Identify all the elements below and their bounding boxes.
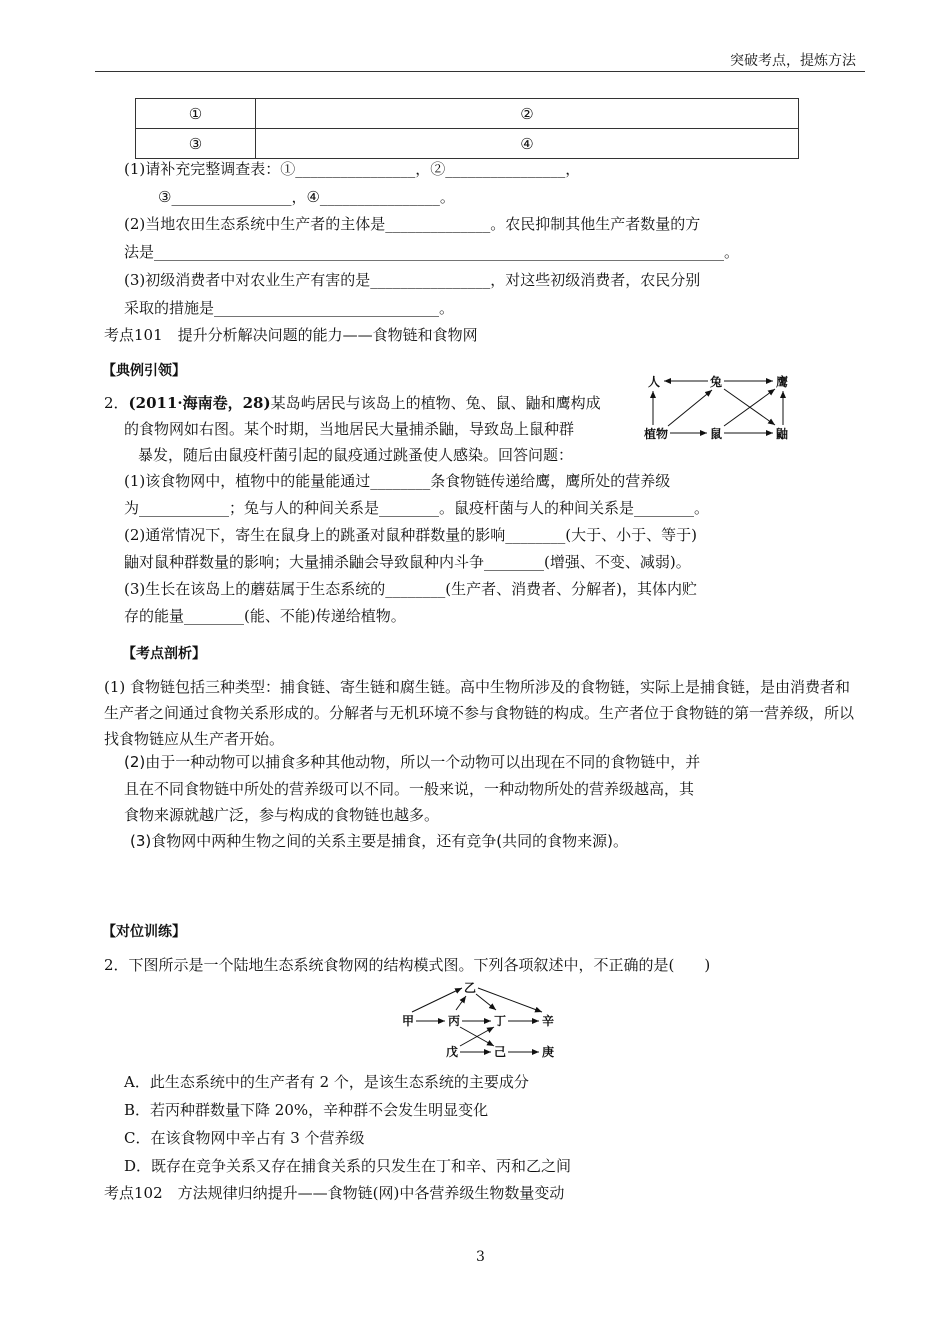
option-d: D．既存在竞争关系又存在捕食关系的只发生在丁和辛、丙和乙之间: [124, 1157, 572, 1175]
arrow-bing-yi: [456, 996, 466, 1010]
node-plant: 植物: [644, 427, 669, 441]
node-bing: 丙: [448, 1014, 461, 1028]
q1-line1: (1)请补充完整调查表：①________________，②________________，: [124, 160, 581, 178]
option-a: A．此生态系统中的生产者有 2 个，是该生态系统的主要成分: [124, 1073, 529, 1091]
q1-line3: (2)当地农田生态系统中生产者的主体是______________。农民抑制其他生产者数量的方: [124, 215, 701, 233]
node-yi: 乙: [464, 981, 477, 995]
tag-training: 【对位训练】: [102, 924, 186, 940]
table-cell: ①: [136, 99, 256, 129]
q2-line3: 暴发，随后由鼠疫杆菌引起的鼠疫通过跳蚤使人感染。回答问题：: [138, 446, 574, 464]
option-c: C．在该食物网中辛占有 3 个营养级: [124, 1129, 365, 1147]
food-web-diagram-2: [398, 978, 568, 1064]
q2-line5: 为____________；兔与人的种间关系是________。鼠疫杆菌与人的种间关系是________。: [124, 499, 710, 517]
node-human: 人: [648, 375, 661, 389]
q2-number: 2．: [104, 394, 129, 412]
tag-analysis: 【考点剖析】: [122, 646, 206, 662]
page-number: 3: [476, 1249, 485, 1265]
analysis-p2-line1: (2)由于一种动物可以捕食多种其他动物，所以一个动物可以出现在不同的食物链中，并: [124, 753, 701, 771]
node-eagle: 鹰: [776, 375, 789, 389]
q2-line4: (1)该食物网中，植物中的能量能通过________条食物链传递给鹰，鹰所处的营养级: [124, 472, 671, 490]
node-jia: 甲: [402, 1014, 415, 1028]
analysis-paragraph-1: (1) 食物链包括三种类型：捕食链、寄生链和腐生链。高中生物所涉及的食物链，实际上是捕食链，是由消费者和生产者之间通过食物关系形成的。分解者与无机环境不参与食物链的构成。生产者位于食物链的第一营养级，所以找食物链应从生产者开始。: [104, 678, 855, 748]
node-wu: 戊: [446, 1045, 459, 1059]
node-geng: 庚: [542, 1045, 555, 1059]
tag-example: 【典例引领】: [102, 363, 186, 379]
q3-stem: 2．下图所示是一个陆地生态系统食物网的结构模式图。下列各项叙述中，不正确的是( ): [104, 956, 711, 974]
table-row: [136, 129, 799, 159]
food-web-diagram-1: [640, 370, 800, 442]
node-xin: 辛: [542, 1014, 555, 1028]
section-102-title: 考点102 方法规律归纳提升——食物链(网)中各营养级生物数量变动: [104, 1184, 565, 1202]
analysis-p2-line2: 且在不同食物链中所处的营养级可以不同。一般来说，一种动物所处的营养级越高，其: [124, 780, 695, 798]
table-cell: ③: [136, 129, 256, 159]
q2-line1: [104, 392, 601, 413]
q2-line8: (3)生长在该岛上的蘑菇属于生态系统的________(生产者、消费者、分解者)，其体内贮: [124, 580, 697, 598]
node-rabbit: 兔: [710, 375, 723, 389]
arrow-plant-rabbit: [668, 390, 712, 426]
table-row: [136, 99, 799, 129]
page-header: 突破考点，提炼方法: [730, 53, 856, 69]
analysis-p3: (3)食物网中两种生物之间的关系主要是捕食，还有竞争(共同的食物来源)。: [130, 832, 628, 850]
node-ding: 丁: [494, 1014, 507, 1028]
q2-source: (2011·海南卷，28): [128, 394, 271, 412]
analysis-p2-line3: 食物来源就越广泛，参与构成的食物链也越多。: [124, 806, 440, 824]
arrow-jia-yi: [412, 988, 462, 1012]
node-mouse: 鼠: [710, 427, 723, 441]
table-cell: ②: [256, 99, 799, 129]
q2-line2: 的食物网如右图。某个时期，当地居民大量捕杀鼬，导致岛上鼠种群: [124, 420, 575, 438]
arrow-yi-ding: [476, 994, 496, 1010]
q2-line7: 鼬对鼠种群数量的影响；大量捕杀鼬会导致鼠种内斗争________(增强、不变、减弱)。: [124, 553, 691, 571]
header-rule: [95, 71, 865, 72]
section-101-title: 考点101 提升分析解决问题的能力——食物链和食物网: [104, 326, 478, 344]
q2-line6: (2)通常情况下，寄生在鼠身上的跳蚤对鼠种群数量的影响________(大于、小于、等于): [124, 526, 697, 544]
q1-line5: (3)初级消费者中对农业生产有害的是________________，对这些初级消费者，农民分别: [124, 271, 701, 289]
q2-line1-text: 某岛屿居民与该岛上的植物、兔、鼠、鼬和鹰构成: [270, 394, 601, 412]
arrow-yi-xin: [478, 988, 542, 1012]
q2-line9: 存的能量________(能、不能)传递给植物。: [124, 607, 406, 625]
table-cell: ④: [256, 129, 799, 159]
q1-line4: 法是____________________________________________________________________________。: [124, 243, 740, 261]
q1-line2: ③________________，④________________。: [158, 188, 455, 206]
survey-table: [135, 98, 799, 159]
node-weasel: 鼬: [776, 427, 789, 441]
option-b: B．若丙种群数量下降 20%，辛种群不会发生明显变化: [124, 1101, 489, 1119]
node-ji: 己: [494, 1045, 507, 1059]
q1-line6: 采取的措施是______________________________。: [124, 299, 455, 317]
